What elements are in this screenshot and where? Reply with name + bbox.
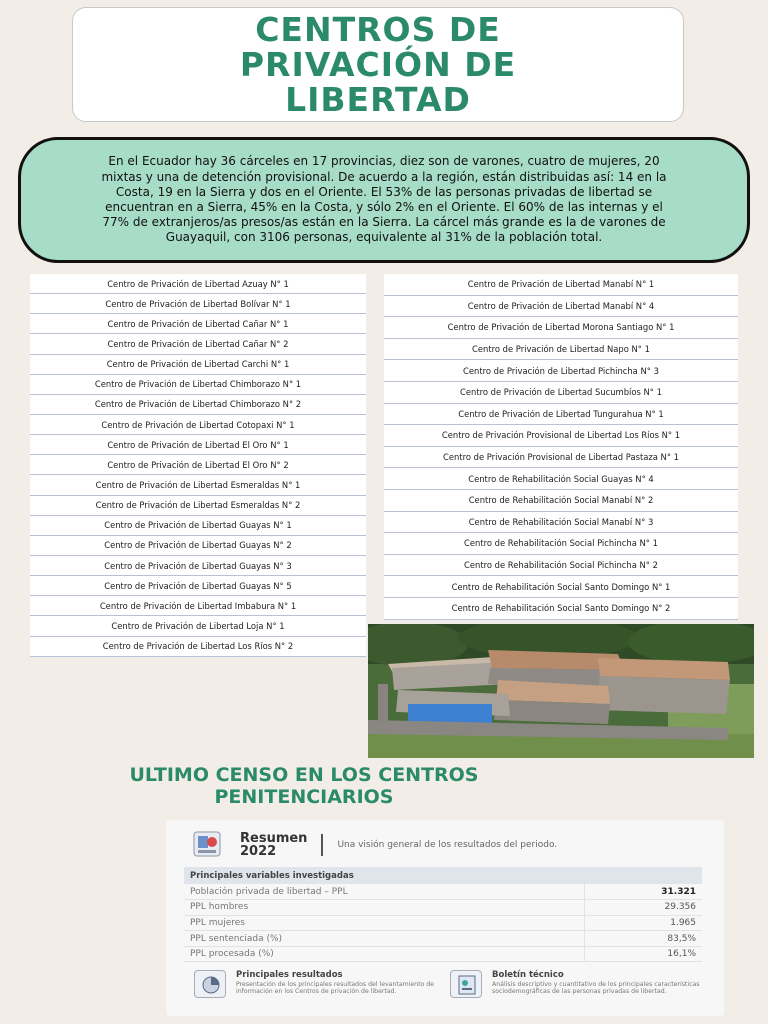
center-list-item: Centro de Privación de Libertad Bolívar N° 1 (30, 294, 366, 314)
row-label: PPL sentenciada (%) (184, 931, 584, 947)
center-list-item: Centro de Privación de Libertad Los Ríos N° 2 (30, 637, 366, 657)
summary-title (240, 832, 307, 858)
bulletin-icon (450, 970, 482, 998)
row-value: 16,1% (584, 946, 702, 962)
census-title (24, 764, 584, 808)
center-list-item: Centro de Privación de Libertad Azuay N° 1 (30, 274, 366, 294)
center-list-item: Centro de Privación de Libertad Carchi N° 1 (30, 355, 366, 375)
report-chart-icon (192, 830, 224, 860)
centers-list-right (384, 274, 738, 620)
center-list-item: Centro de Privación de Libertad Chimborazo N° 2 (30, 395, 366, 415)
footer-bulletin[interactable] (450, 970, 702, 998)
center-list-item: Centro de Privación de Libertad Manabí N° 1 (384, 274, 738, 296)
header-divider (321, 834, 323, 856)
center-list-item: Centro de Rehabilitación Social Santo Domingo N° 2 (384, 598, 738, 620)
center-list-item: Centro de Privación Provisional de Libertad Pastaza N° 1 (384, 447, 738, 469)
census-title-line-2: PENITENCIARIOS (214, 786, 394, 808)
row-value: 83,5% (584, 931, 702, 947)
center-list-item: Centro de Privación de Libertad Chimborazo N° 1 (30, 375, 366, 395)
center-list-item: Centro de Rehabilitación Social Manabí N° 2 (384, 490, 738, 512)
intro-text: En el Ecuador hay 36 cárceles en 17 provincias, diez son de varones, cuatro de mujeres, 20 mixtas y una de detención provisional. De acuerdo a la región, están distribuidas así: 14 en la Costa, 19 en la Sierra y dos en el Oriente. El 53% de las personas privadas de libertad se encuentran en a Sierra, 45% en la Costa, y sólo 2% en el Oriente. El 60% de las internas y el 77% de extranjeros/as presos/as están en la Sierra. La cárcel más grande es la de varones de Guayaquil, con 3106 personas, equivalente al 31% de la población total. (101, 154, 667, 245)
table-row (184, 931, 702, 947)
center-list-item: Centro de Privación de Libertad Guayas N° 5 (30, 576, 366, 596)
table-row (184, 915, 702, 931)
center-list-item: Centro de Privación de Libertad Guayas N° 2 (30, 536, 366, 556)
summary-title-line-1: Resumen (240, 831, 308, 846)
intro-box (18, 137, 750, 263)
summary-subtitle: Una visión general de los resultados del periodo. (337, 840, 558, 850)
footer-results-title: Principales resultados (236, 970, 343, 980)
center-list-item: Centro de Privación de Libertad Guayas N° 1 (30, 516, 366, 536)
summary-header (192, 830, 557, 860)
row-value: 31.321 (584, 884, 702, 900)
center-list-item: Centro de Rehabilitación Social Pichincha N° 1 (384, 533, 738, 555)
row-label: PPL procesada (%) (184, 946, 584, 962)
summary-table (184, 867, 702, 962)
row-label: Población privada de libertad – PPL (184, 884, 584, 900)
center-list-item: Centro de Privación de Libertad Loja N° 1 (30, 616, 366, 636)
title-line-1: CENTROS DE (255, 10, 501, 49)
center-list-item: Centro de Privación de Libertad Imbabura N° 1 (30, 596, 366, 616)
footer-bulletin-title: Boletín técnico (492, 970, 564, 980)
center-list-item: Centro de Rehabilitación Social Manabí N° 3 (384, 512, 738, 534)
center-list-item: Centro de Privación de Libertad Esmeraldas N° 1 (30, 475, 366, 495)
table-row (184, 884, 702, 900)
center-list-item: Centro de Privación de Libertad Cañar N° 2 (30, 334, 366, 354)
center-list-item: Centro de Rehabilitación Social Pichincha N° 2 (384, 555, 738, 577)
center-list-item: Centro de Privación de Libertad Esmeraldas N° 2 (30, 496, 366, 516)
summary-rows (184, 884, 702, 962)
center-list-item: Centro de Privación de Libertad Cañar N° 1 (30, 314, 366, 334)
page-title (240, 12, 516, 117)
census-title-line-1: ULTIMO CENSO EN LOS CENTROS (129, 764, 479, 786)
row-label: PPL hombres (184, 900, 584, 916)
table-header: Principales variables investigadas (184, 867, 584, 884)
center-list-item: Centro de Privación de Libertad Manabí N° 4 (384, 296, 738, 318)
center-list-item: Centro de Privación de Libertad Guayas N° 3 (30, 556, 366, 576)
center-list-item: Centro de Privación de Libertad El Oro N° 1 (30, 435, 366, 455)
summary-card (166, 820, 724, 1016)
summary-title-line-2: 2022 (240, 844, 277, 859)
pie-chart-icon (194, 970, 226, 998)
table-row (184, 900, 702, 916)
center-list-item: Centro de Rehabilitación Social Guayas N° 4 (384, 468, 738, 490)
centers-list-left (30, 274, 366, 657)
center-list-item: Centro de Rehabilitación Social Santo Domingo N° 1 (384, 576, 738, 598)
center-list-item: Centro de Privación de Libertad Morona Santiago N° 1 (384, 317, 738, 339)
center-list-item: Centro de Privación de Libertad El Oro N° 2 (30, 455, 366, 475)
table-header-blank (584, 867, 702, 884)
table-row (184, 946, 702, 962)
center-list-item: Centro de Privación Provisional de Libertad Los Ríos N° 1 (384, 425, 738, 447)
title-line-3: LIBERTAD (285, 80, 471, 119)
row-value: 1.965 (584, 915, 702, 931)
footer-results[interactable] (194, 970, 434, 998)
title-box (72, 7, 684, 122)
row-value: 29.356 (584, 900, 702, 916)
center-list-item: Centro de Privación de Libertad Napo N° 1 (384, 339, 738, 361)
center-list-item: Centro de Privación de Libertad Tungurahua N° 1 (384, 404, 738, 426)
center-list-item: Centro de Privación de Libertad Sucumbíos N° 1 (384, 382, 738, 404)
footer-bulletin-text: Análisis descriptivo y cuantitativo de los principales características sociodemográficas de las personas privadas de libertad. (492, 981, 700, 996)
prison-aerial-image (368, 624, 754, 758)
footer-results-text: Presentación de los principales resultados del levantamiento de información en los Centros de privación de libertad. (236, 981, 434, 996)
center-list-item: Centro de Privación de Libertad Pichincha N° 3 (384, 360, 738, 382)
center-list-item: Centro de Privación de Libertad Cotopaxi N° 1 (30, 415, 366, 435)
prison-photo (368, 624, 754, 758)
title-line-2: PRIVACIÓN DE (239, 45, 517, 84)
row-label: PPL mujeres (184, 915, 584, 931)
